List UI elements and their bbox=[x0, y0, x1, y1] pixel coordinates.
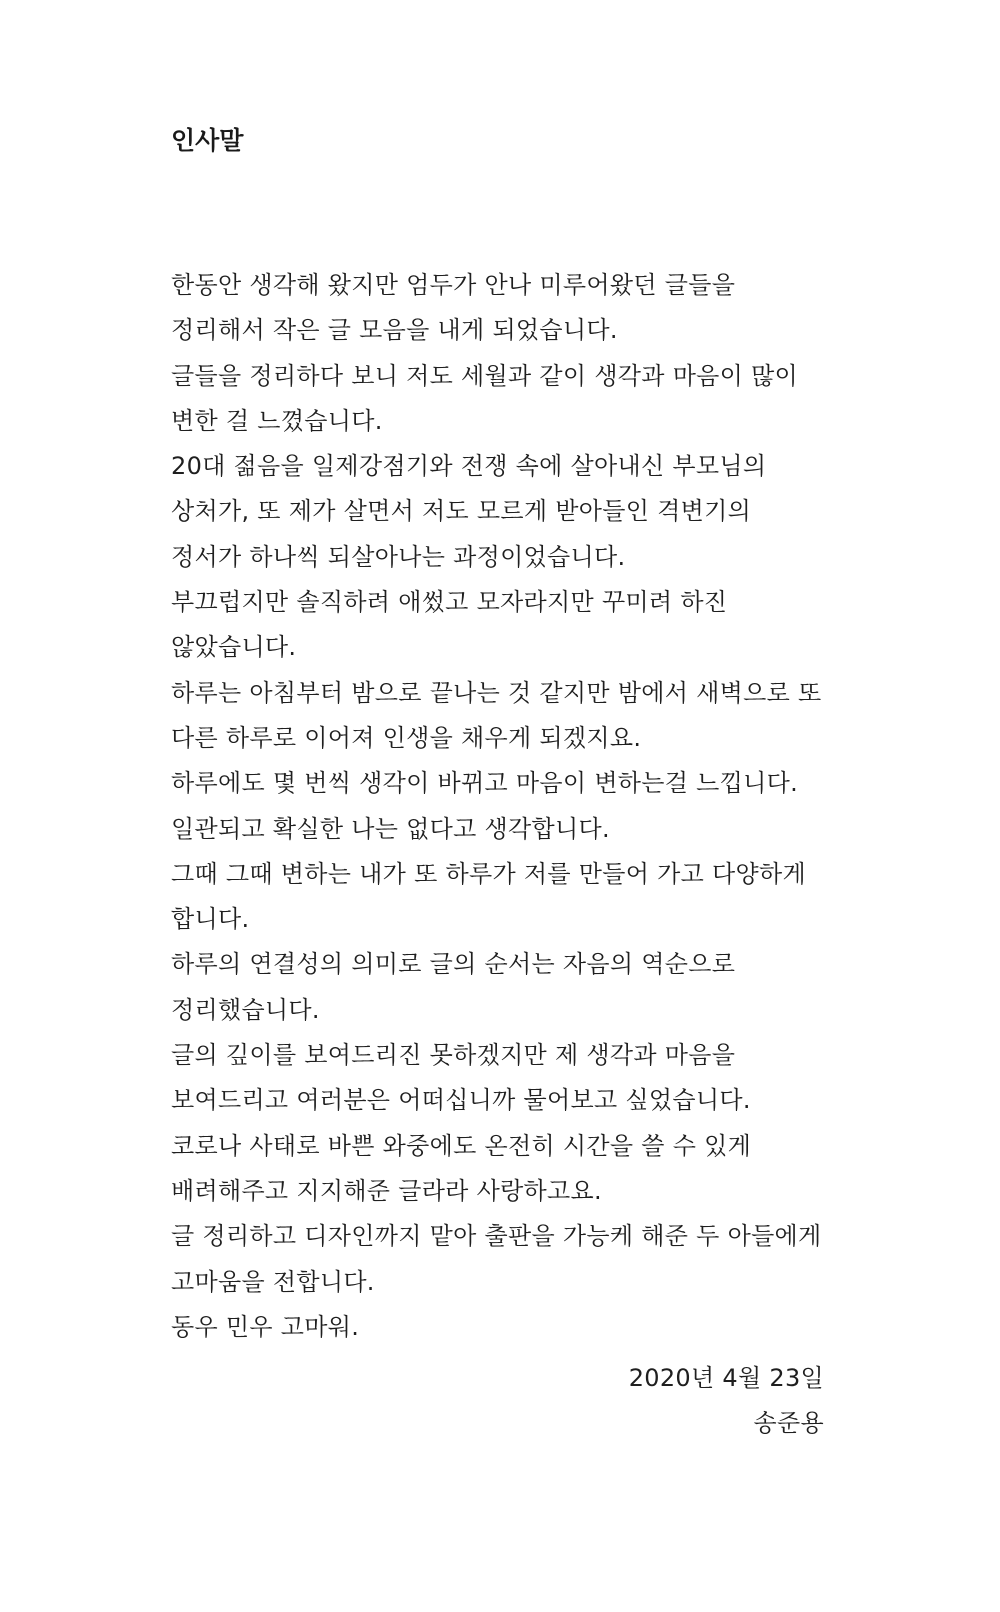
signoff-date: 2020년 4월 23일 bbox=[628, 1364, 824, 1392]
signoff-author: 송준용 bbox=[753, 1409, 824, 1438]
body-line: 보여드리고 여러분은 어떠십니까 물어보고 싶었습니다. bbox=[171, 1086, 751, 1115]
body-line: 다른 하루로 이어져 인생을 채우게 되겠지요. bbox=[171, 723, 642, 752]
body-line: 일관되고 확실한 나는 없다고 생각합니다. bbox=[171, 814, 610, 843]
body-line: 한동안 생각해 왔지만 엄두가 안나 미루어왔던 글들을 bbox=[171, 271, 736, 299]
body-line: 하루의 연결성의 의미로 글의 순서는 자음의 역순으로 bbox=[171, 950, 736, 979]
body-line: 상처가, 또 제가 살면서 저도 모르게 받아들인 격변기의 bbox=[171, 497, 752, 526]
body-line: 글 정리하고 디자인까지 맡아 출판을 가능케 해준 두 아들에게 bbox=[171, 1222, 822, 1251]
body-line: 배려해주고 지지해준 글라라 사랑하고요. bbox=[171, 1176, 602, 1205]
body-line: 합니다. bbox=[171, 905, 250, 934]
body-line: 정리해서 작은 글 모음을 내게 되었습니다. bbox=[171, 316, 618, 345]
body-line: 고마움을 전합니다. bbox=[171, 1267, 375, 1296]
greeting-body bbox=[171, 270, 831, 1357]
body-line: 정리했습니다. bbox=[171, 995, 320, 1024]
body-line: 정서가 하나씩 되살아나는 과정이었습니다. bbox=[171, 542, 626, 571]
signoff bbox=[629, 1363, 824, 1454]
body-line: 글들을 정리하다 보니 저도 세월과 같이 생각과 마음이 많이 bbox=[171, 361, 799, 390]
body-line: 하루는 아침부터 밤으로 끝나는 것 같지만 밤에서 새벽으로 또 bbox=[171, 678, 822, 707]
body-line: 않았습니다. bbox=[171, 633, 297, 662]
body-line: 변한 걸 느꼈습니다. bbox=[171, 406, 383, 435]
body-line: 부끄럽지만 솔직하려 애썼고 모자라지만 꾸미려 하진 bbox=[171, 588, 728, 617]
body-line: 동우 민우 고마워. bbox=[171, 1312, 360, 1341]
page-title: 인사말 bbox=[171, 126, 244, 155]
body-line: 하루에도 몇 번씩 생각이 바뀌고 마음이 변하는걸 느낍니다. bbox=[171, 769, 799, 798]
body-line: 그때 그때 변하는 내가 또 하루가 저를 만들어 가고 다양하게 bbox=[171, 859, 806, 888]
body-line: 20대 젊음을 일제강점기와 전쟁 속에 살아내신 부모님의 bbox=[171, 452, 767, 481]
body-line: 코로나 사태로 바쁜 와중에도 온전히 시간을 쓸 수 있게 bbox=[171, 1131, 752, 1160]
body-line: 글의 깊이를 보여드리진 못하겠지만 제 생각과 마음을 bbox=[171, 1041, 736, 1070]
